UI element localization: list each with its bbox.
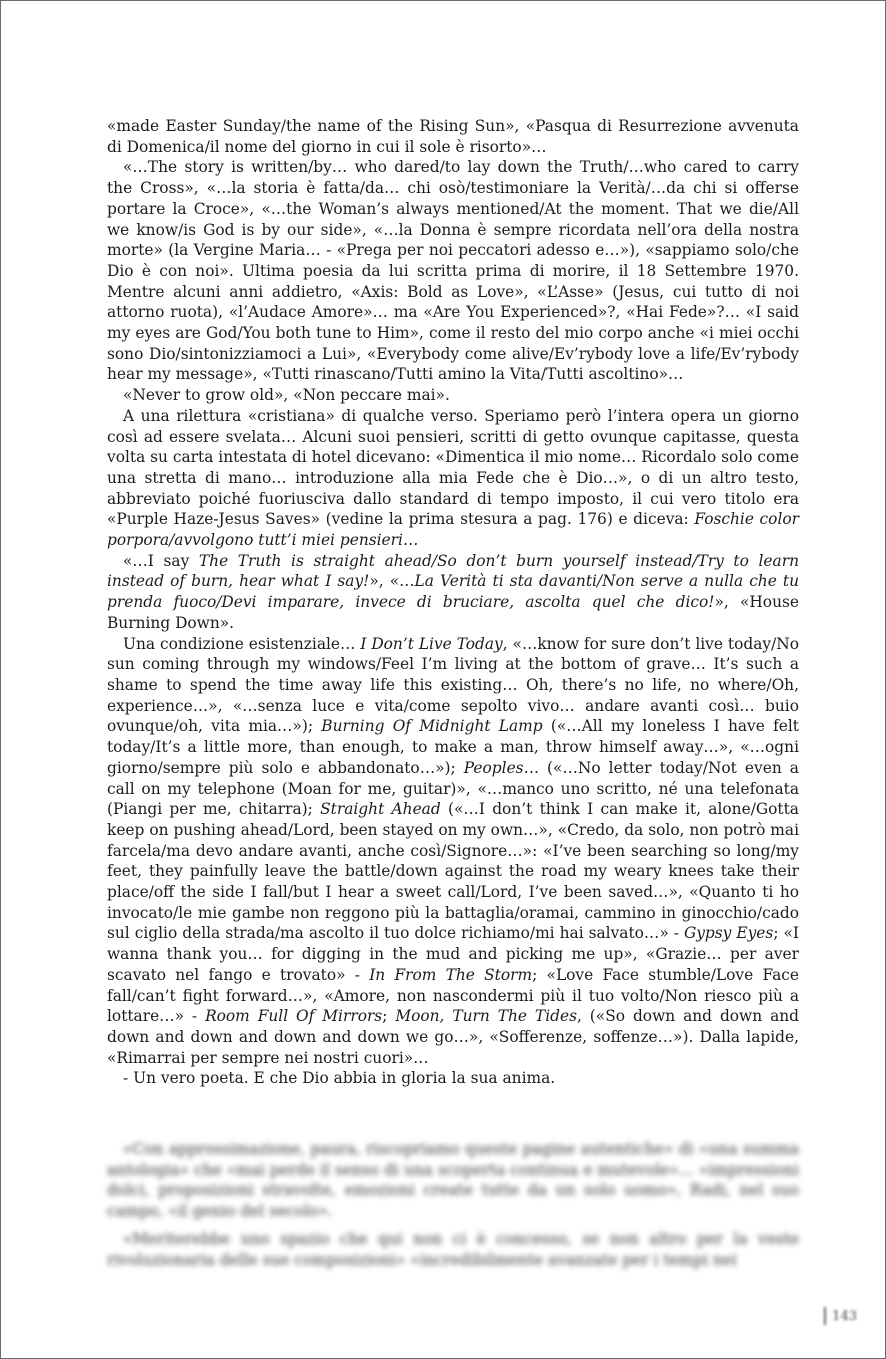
italic-title: The Truth is straight ahead/So don’t burn yourself instead/Try to learn instead of burn, hear what I say!: [107, 551, 799, 591]
blurred-continuation: [107, 1139, 799, 1277]
text-run: ; «Love Face stumble/Love Face fall/can’t fight forward…», «Amore, non nascondermi più il tuo volto/Non riesco più a lottare…» -: [107, 965, 800, 1026]
page-footer: [824, 1307, 857, 1325]
text-run: », «…: [369, 572, 415, 591]
footer-divider: [824, 1307, 826, 1325]
paragraph: [107, 551, 799, 634]
text-run: ; «I wanna thank you… for digging in the mud and picking me up», «Grazie… per aver scavato nel fango e trovato» -: [107, 924, 799, 984]
italic-title: Foschie color porpora/avvolgono tutt’i miei pensieri…: [107, 510, 799, 550]
text-run: - Un vero poeta. E che Dio abbia in gloria la sua anima.: [123, 1069, 556, 1088]
italic-title: Gypsy Eyes: [683, 924, 774, 943]
text-run: A una rilettura «cristiana» di qualche verso. Speriamo però l’intera opera un giorno così ad essere svelata… Alcuni suoi pensieri, scritti di getto ovunque capitasse, questa volta su carta intestata di hotel dicevano: «Dimentica il mio nome… Ricordalo solo come una stretta di mano… introduzione alla mia Fede che è Dio…», o di un altro testo, abbreviato poiché fuoriusciva dallo standard di tempo imposto, il cui vero titolo era «Purple Haze-Jesus Saves» (vedine la prima stesura a pag. 176) e diceva:: [107, 406, 799, 529]
paragraph: [107, 634, 799, 1069]
italic-title: Straight Ahead: [320, 800, 441, 819]
text-run: («…No letter today/Not even a call on my telephone (Moan for me, guitar)», «…manco uno scritto, né una telefonata (Piangi per me, chitarra);: [107, 758, 799, 819]
italic-title: Burning Of Midnight Lamp: [321, 717, 543, 736]
text-run: », «House Burning Down».: [107, 593, 799, 632]
text-run: («…I don’t think I can make it, alone/Gotta keep on pushing ahead/Lord, been stayed on my own…», «Credo, da solo, non potrò mai farcela/ma devo andare avanti, anche così/Signore…»: «I’ve been searching so long/my feet, they painfully leave the battle/down against the road my weary knees take their place/off the side I fall/but I hear a sweet call/Lord, I’ve been saved…», «Quanto ti ho invocato/le mie gambe non reggono più la battaglia/oramai, cammino in ginocchio/cado sul ciglio della strada/ma ascolto il tuo dolce richiamo/mi hai salvato…» -: [107, 800, 799, 943]
text-run: «…I say: [123, 551, 199, 570]
text-run: «…The story is written/by… who dared/to lay down the Truth/…who cared to carry the Cross», «…la storia è fatta/da… chi osò/testimoniare la Verità/…da chi si offerse portare la Croce», «…the Woman’s always mentioned/At the moment. That we die/All we know/is God is by our side», «…la Donna è sempre ricordata nell’ora della nostra morte» (la Vergine Maria… - «Prega per noi peccatori adesso e…»), «sappiamo solo/che Dio è con noi». Ultima poesia da lui scritta prima di morire, il 18 Settembre 1970. Mentre alcuni anni addietro, «Axis: Bold as Love», «L’Asse» (Jesus, cui tutto di noi attorno ruota), «l’Audace Amore»… ma «Are You Experienced»?, «Hai Fede»?… «I said my eyes are God/You both tune to Him», come il resto del mio corpo anche «i miei occhi sono Dio/sintonizziamoci a Lui», «Everybody come alive/Ev’rybody love a life/Ev’rybody hear my message», «Tutti rinascano/Tutti amino la Vita/Tutti ascoltino»…: [107, 158, 799, 384]
italic-title: Room Full Of Mirrors: [205, 1007, 383, 1026]
paragraph: [107, 406, 799, 551]
blurred-paragraph-1: «Con approssimazione, paura, riscopriamo queste pagine autentiche» di «una summa antologia» che «mai perde il senso di una scoperta continua e mutevole»… «impressioni dolci, proposizioni stravolte, emozioni create tutte da un solo uomo», Radi, nel suo campo, «il genio del secolo».: [107, 1140, 799, 1221]
italic-title: I Don’t Live Today: [360, 634, 503, 653]
paragraph: [107, 157, 799, 385]
italic-title: Moon, Turn The Tides: [395, 1007, 577, 1026]
italic-title: La Verità ti sta davanti/Non serve a nulla che tu prenda fuoco/Devi imparare, invece di bruciare, ascolta quel che dico!: [107, 572, 799, 612]
text-run: «made Easter Sunday/the name of the Rising Sun», «Pasqua di Resurrezione avvenuta di Domenica/il nome del giorno in cui il sole è risorto»…: [107, 117, 799, 156]
paragraph: [107, 1068, 799, 1089]
italic-title: Peoples…: [463, 758, 539, 777]
text-run: ;: [382, 1007, 396, 1026]
text-run: Una condizione esistenziale…: [123, 634, 361, 653]
text-run: , «…know for sure don’t live today/No sun coming through my windows/Feel I’m living at the bottom of grave… It’s such a shame to spend the time away life this existing… Oh, there’s no life, no where/Oh, experience…», «…senza luce e vita/come sepolto vivo… andare avanti così… buio ovunque/oh, vita mia…»);: [107, 634, 799, 736]
paragraph: [107, 116, 799, 157]
text-run: («…All my loneless I have felt today/It’s a little more, than enough, to make a man, throw himself away…», «…ogni giorno/sempre più solo e abbandonato…»);: [107, 717, 799, 777]
page-number: 143: [832, 1308, 857, 1324]
italic-title: In From The Storm: [369, 965, 533, 984]
blurred-paragraph-2: «Meriterebbe uno spazio che qui non ci è concesso, se non altro per la veste rivoluzionaria delle sue composizioni» «incredibilmente avanzate per i tempi nei: [107, 1229, 799, 1269]
text-run: , («So down and down and down and down and down and down we go…», «Sofferenze, soffenze…»). Dalla lapide, «Rimarrai per sempre nei nostri cuori»…: [107, 1007, 800, 1067]
body-text: [107, 116, 799, 1089]
text-run: «Never to grow old», «Non peccare mai».: [123, 386, 450, 405]
paragraph: [107, 385, 799, 406]
